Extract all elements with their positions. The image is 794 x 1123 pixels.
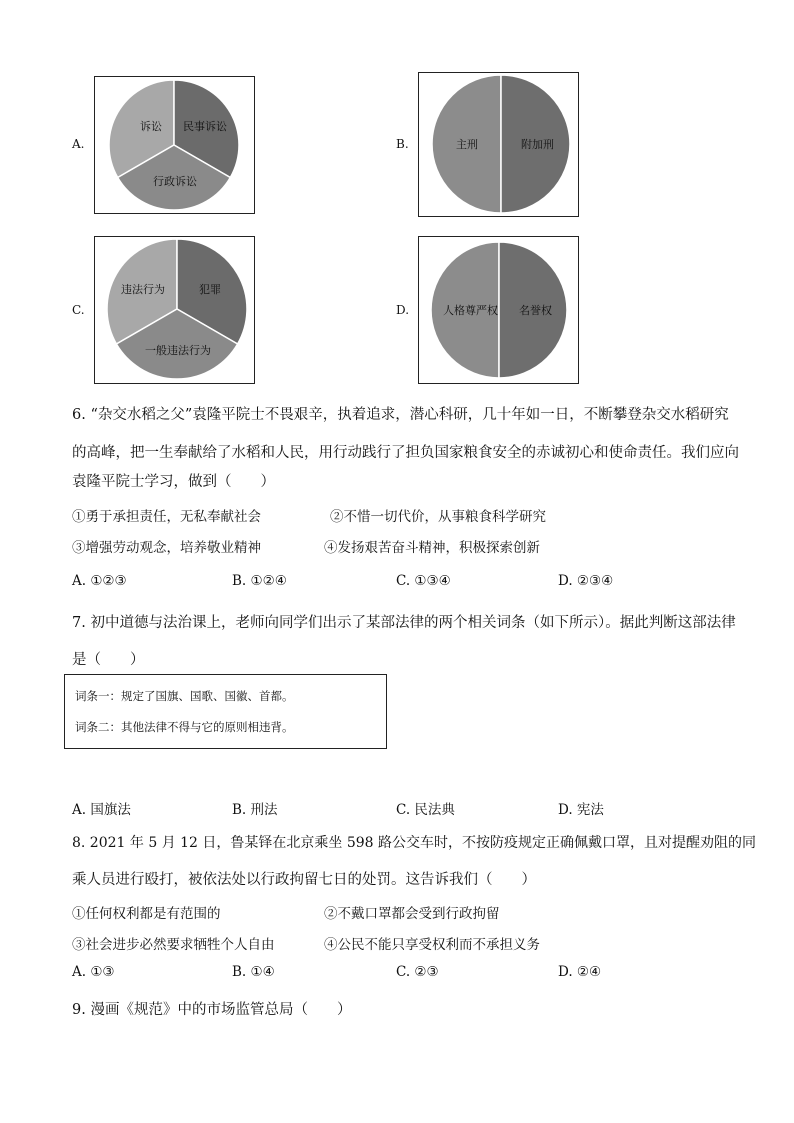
q6-stem-line-2: 的高峰，把一生奉献给了水稻和人民，用行动践行了担负国家粮食安全的赤诚初心和使命责任。我们应向 <box>72 445 739 461</box>
q6-choice-d[interactable]: D. ②③④ <box>558 573 614 589</box>
pie-label-a-2: 民事诉讼 <box>183 120 227 133</box>
q8-choice-d[interactable]: D. ②④ <box>558 964 602 980</box>
q6-choice-c[interactable]: C. ①③④ <box>396 573 451 589</box>
q8-item-1: ①任何权利都是有范围的 <box>72 906 221 922</box>
q7-entries-box <box>64 674 387 749</box>
pie-label-a-1: 诉讼 <box>140 120 162 133</box>
q8-stem-line-2: 乘人员进行殴打，被依法处以行政拘留七日的处罚。这告诉我们（ ） <box>72 872 536 888</box>
option-d-letter: D. <box>396 303 410 317</box>
pie-chart-b <box>418 72 579 217</box>
q7-entry-1: 词条一：规定了国旗、国歌、国徽、首都。 <box>75 689 294 703</box>
q6-item-1: ①勇于承担责任，无私奉献社会 <box>72 509 261 525</box>
option-b-letter: B. <box>396 137 409 151</box>
option-a-letter: A. <box>72 137 85 151</box>
pie-chart-d <box>418 236 579 384</box>
pie-label-b-2: 附加刑 <box>521 138 554 151</box>
q6-choice-b[interactable]: B. ①②④ <box>232 573 287 589</box>
pie-label-d-2: 名誉权 <box>519 304 552 317</box>
pie-label-a-3: 行政诉讼 <box>153 175 197 188</box>
pie-label-c-1: 违法行为 <box>121 283 165 296</box>
pie-chart-a <box>94 76 255 214</box>
q6-item-3: ③增强劳动观念，培养敬业精神 <box>72 540 261 556</box>
q7-choice-b[interactable]: B. 刑法 <box>232 802 278 818</box>
pie-label-c-3: 一般违法行为 <box>145 344 211 357</box>
pie-label-d-1: 人格尊严权 <box>443 304 498 317</box>
q7-stem-line-2: 是（ ） <box>72 652 145 668</box>
q7-stem-line-1: 7. 初中道德与法治课上，老师向同学们出示了某部法律的两个相关词条（如下所示）。据此判断这部法律 <box>72 615 736 631</box>
q6-item-4: ④发扬艰苦奋斗精神，积极探索创新 <box>324 540 540 556</box>
q6-item-2: ②不惜一切代价，从事粮食科学研究 <box>330 509 546 525</box>
option-c-letter: C. <box>72 303 85 317</box>
pie-label-c-2: 犯罪 <box>199 283 221 296</box>
q8-item-2: ②不戴口罩都会受到行政拘留 <box>324 906 500 922</box>
q7-choice-c[interactable]: C. 民法典 <box>396 802 455 818</box>
q7-choice-d[interactable]: D. 宪法 <box>558 802 604 818</box>
pie-chart-c <box>94 236 255 384</box>
q8-stem-line-1: 8. 2021 年 5 月 12 日，鲁某铎在北京乘坐 598 路公交车时，不按防疫规定正确佩戴口罩，且对提醒劝阻的同 <box>72 835 757 851</box>
q8-item-3: ③社会进步必然要求牺牲个人自由 <box>72 937 275 953</box>
q6-stem-line-1: 6. “杂交水稻之父”袁隆平院士不畏艰辛，执着追求，潜心科研，几十年如一日，不断攀登杂交水稻研究 <box>72 407 729 423</box>
q9-stem: 9. 漫画《规范》中的市场监管总局（ ） <box>72 1002 352 1018</box>
q7-choice-a[interactable]: A. 国旗法 <box>72 802 131 818</box>
q6-stem-line-3: 袁隆平院士学习，做到（ ） <box>72 474 275 490</box>
q7-entry-2: 词条二：其他法律不得与它的原则相违背。 <box>75 720 294 734</box>
q8-choice-b[interactable]: B. ①④ <box>232 964 275 980</box>
q8-item-4: ④公民不能只享受权利而不承担义务 <box>324 937 540 953</box>
q8-choice-a[interactable]: A. ①③ <box>72 964 115 980</box>
q6-choice-a[interactable]: A. ①②③ <box>72 573 127 589</box>
pie-label-b-1: 主刑 <box>456 138 478 151</box>
q8-choice-c[interactable]: C. ②③ <box>396 964 439 980</box>
